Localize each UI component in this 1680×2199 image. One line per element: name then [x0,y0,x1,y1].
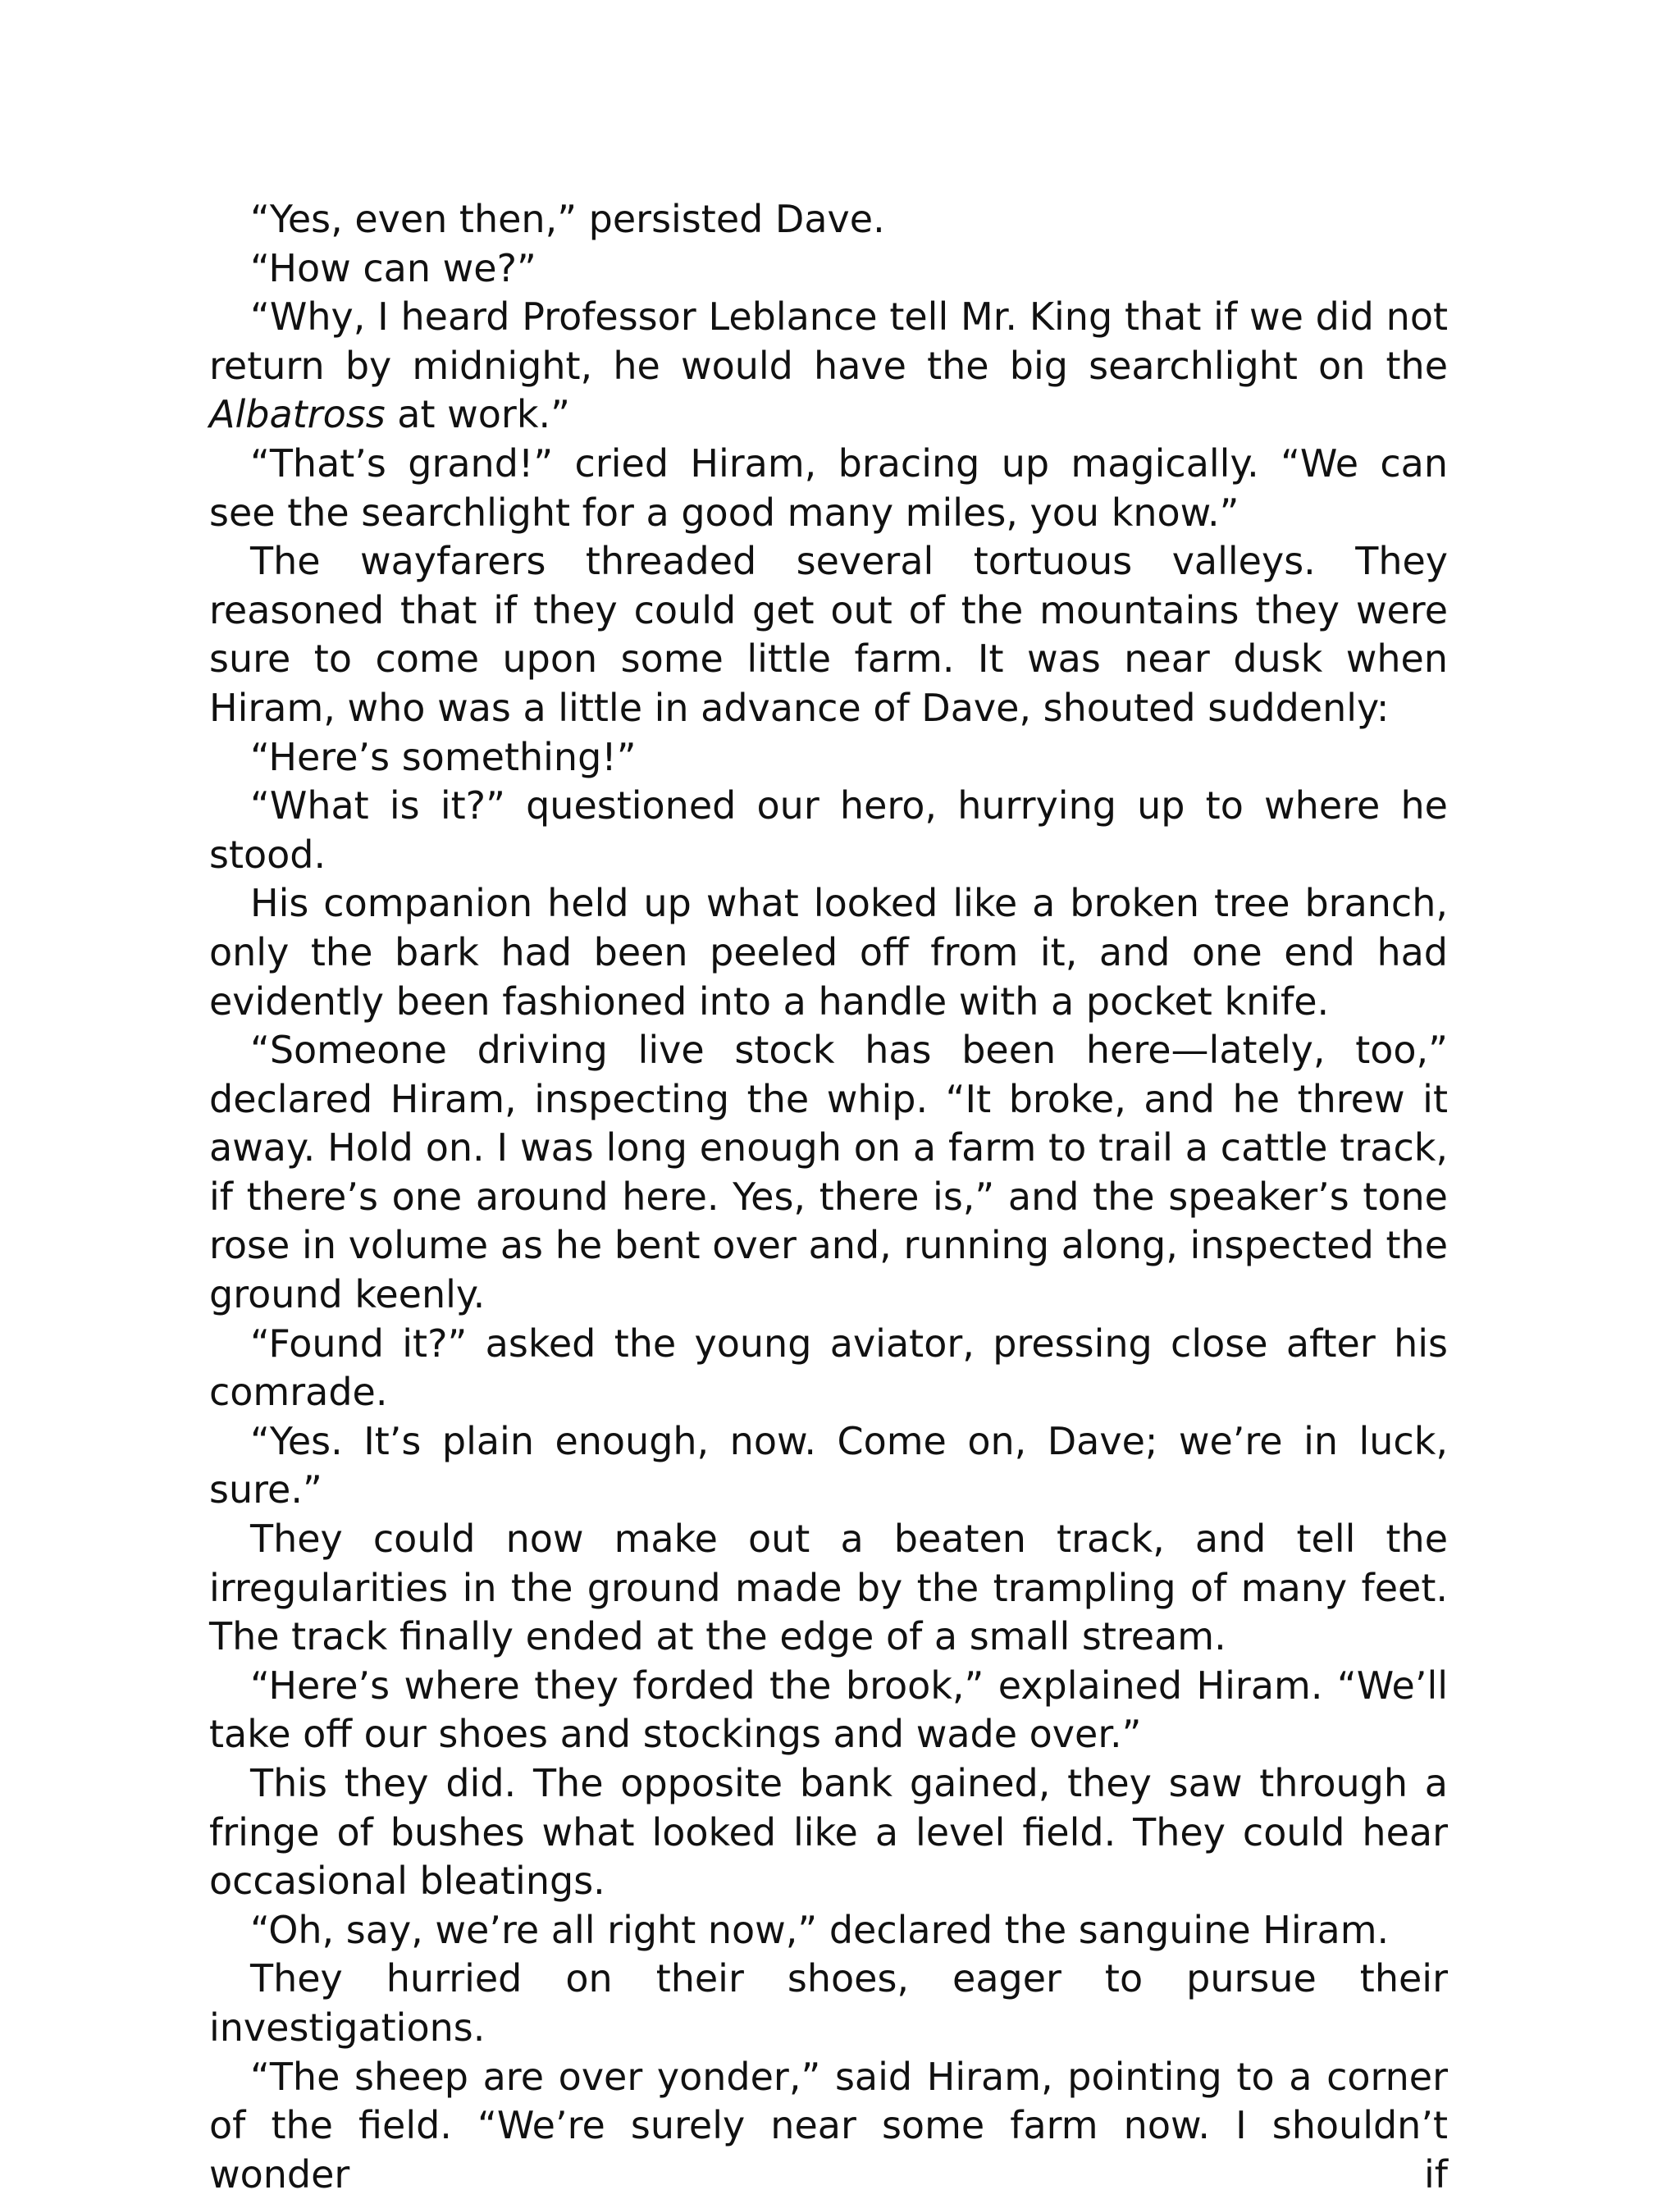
paragraph: “Here’s where they forded the brook,” explained Hiram. “We’ll take off our shoes and stockings and wade over.” [209,1663,1448,1757]
ship-name: Albatross [209,392,386,437]
paragraph: They could now make out a beaten track, and tell the irregularities in the ground made by the trampling of many feet. The track finally ended at the edge of a small stream. [209,1517,1448,1659]
paragraph: “Found it?” asked the young aviator, pressing close after his comrade. [209,1321,1448,1415]
paragraph [209,293,1448,440]
paragraph: “Here’s something!” [250,734,637,779]
paragraph-text: at work.” [385,392,570,437]
paragraph: “Yes, even then,” persisted Dave. [250,197,885,241]
paragraph: His companion held up what looked like a broken tree branch, only the bark had been peeled off from it, and one end had evidently been fashioned into a handle with a pocket knife. [209,881,1448,1024]
paragraph: They hurried on their shoes, eager to pursue their investigations. [209,1956,1448,2050]
paragraph: “Yes. It’s plain enough, now. Come on, Dave; we’re in luck, sure.” [209,1418,1448,1512]
paragraph-text: “Why, I heard Professor Leblance tell Mr. King that if we did not return by midnight, he would have the big searchlight on the [209,294,1448,388]
page-body [209,195,1448,2199]
paragraph: This they did. The opposite bank gained, they saw through a fringe of bushes what looked like a level field. They could hear occasional bleatings. [209,1761,1448,1904]
paragraph: “Oh, say, we’re all right now,” declared the sanguine Hiram. [250,1907,1390,1952]
paragraph: “The sheep are over yonder,” said Hiram, pointing to a corner of the field. “We’re surely near some farm now. I shouldn’t wonder if [209,2054,1448,2197]
paragraph: “What is it?” questioned our hero, hurrying up to where he stood. [209,783,1448,877]
paragraph: “Someone driving live stock has been here—lately, too,” declared Hiram, inspecting the whip. “It broke, and he threw it away. Hold on. I was long enough on a farm to trail a cattle track, if there’s one around here. Yes, there is,” and the speaker’s tone rose in volume as he bent over and, running along, inspected the ground keenly. [209,1028,1448,1317]
paragraph: The wayfarers threaded several tortuous valleys. They reasoned that if they could get out of the mountains they were sure to come upon some little farm. It was near dusk when Hiram, who was a little in advance of Dave, shouted suddenly: [209,539,1448,730]
paragraph: “How can we?” [250,245,536,290]
paragraph: “That’s grand!” cried Hiram, bracing up magically. “We can see the searchlight for a good many miles, you know.” [209,440,1448,535]
